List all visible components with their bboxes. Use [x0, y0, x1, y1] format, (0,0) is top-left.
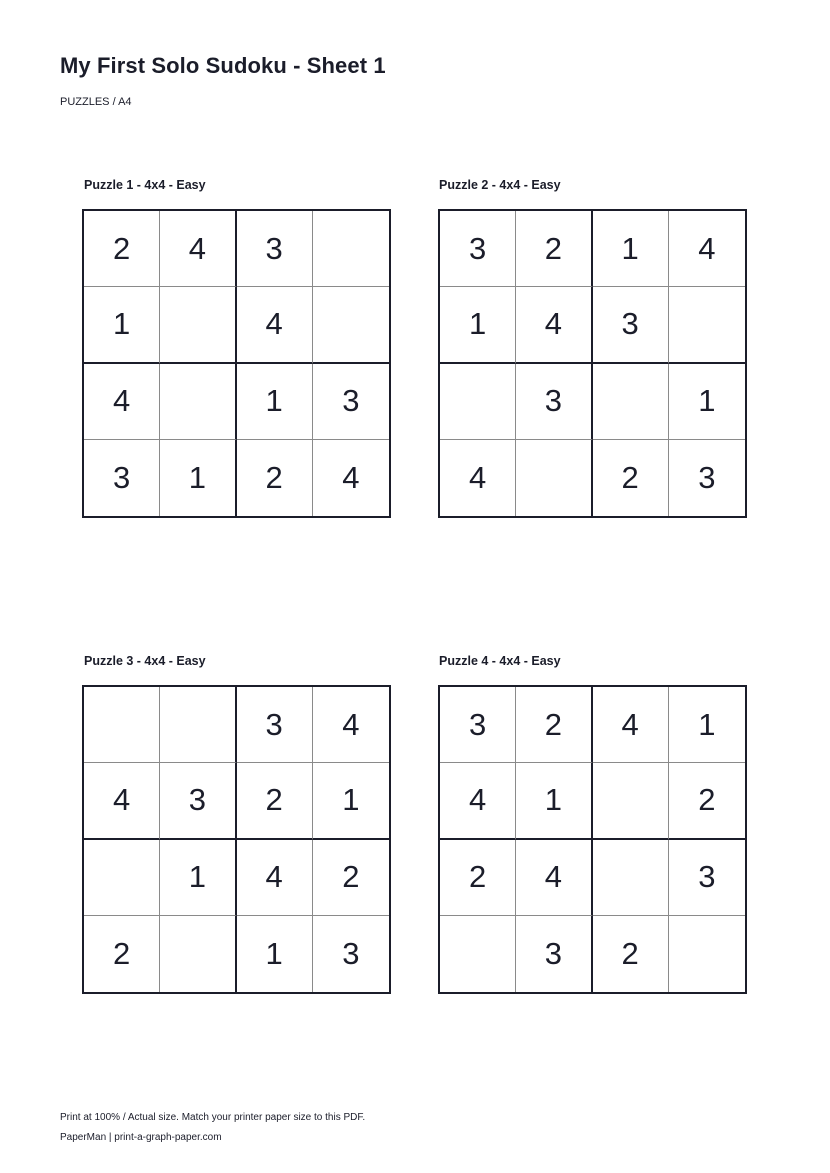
sudoku-cell: 3 — [160, 763, 236, 839]
sudoku-cell — [516, 440, 592, 516]
sudoku-cell: 2 — [516, 687, 592, 763]
sudoku-cell: 4 — [84, 364, 160, 440]
sudoku-cell: 2 — [84, 211, 160, 287]
sudoku-cell: 2 — [593, 916, 669, 992]
puzzle-3-grid — [82, 685, 391, 994]
sudoku-cell: 1 — [237, 916, 313, 992]
sudoku-cell — [313, 211, 389, 287]
sudoku-cell: 3 — [516, 916, 592, 992]
sudoku-cell: 1 — [440, 287, 516, 363]
sudoku-cell: 4 — [342, 459, 360, 495]
sudoku-cell — [669, 287, 745, 363]
sudoku-cell — [440, 364, 516, 440]
puzzle-2-label: Puzzle 2 - 4x4 - Easy — [439, 178, 561, 192]
sudoku-cell: 4 — [516, 840, 592, 916]
sudoku-cell: 4 — [160, 211, 236, 287]
sudoku-cell — [593, 364, 669, 440]
sudoku-cell — [160, 687, 236, 763]
sudoku-cell: 2 — [593, 440, 669, 516]
sudoku-cell — [160, 364, 236, 440]
sudoku-cell: 4 — [516, 287, 592, 363]
puzzle-4-grid — [438, 685, 747, 994]
sudoku-cell — [84, 840, 160, 916]
sudoku-cell: 4 — [237, 840, 313, 916]
sudoku-cell — [593, 840, 669, 916]
sudoku-cell: 1 — [84, 287, 160, 363]
sudoku-cell: 4 — [440, 763, 516, 839]
sudoku-cell: 4 — [237, 287, 313, 363]
sudoku-cell: 2 — [237, 763, 313, 839]
sudoku-cell: 4 — [84, 763, 160, 839]
sudoku-cell: 3 — [698, 459, 716, 495]
sudoku-cell: 3 — [669, 840, 745, 916]
sudoku-cell: 4 — [669, 211, 745, 287]
sudoku-cell: 4 — [440, 440, 516, 516]
sudoku-cell — [313, 287, 389, 363]
sudoku-cell: 3 — [237, 211, 313, 287]
sudoku-cell — [84, 687, 160, 763]
page-subtitle: PUZZLES / A4 — [60, 96, 132, 108]
page-title: My First Solo Sudoku - Sheet 1 — [60, 53, 386, 78]
sudoku-cell: 3 — [516, 364, 592, 440]
sudoku-cell: 1 — [669, 687, 745, 763]
sudoku-cell: 3 — [313, 364, 389, 440]
print-note: Print at 100% / Actual size. Match your printer paper size to this PDF. — [60, 1112, 366, 1123]
sudoku-cell: 3 — [593, 287, 669, 363]
puzzle-3-label: Puzzle 3 - 4x4 - Easy — [84, 654, 206, 668]
sudoku-cell: 1 — [593, 211, 669, 287]
sudoku-cell: 3 — [440, 211, 516, 287]
sudoku-cell: 1 — [313, 763, 389, 839]
sudoku-cell: 2 — [313, 840, 389, 916]
sudoku-cell: 2 — [440, 840, 516, 916]
sudoku-cell: 3 — [342, 935, 360, 971]
sudoku-cell: 1 — [237, 364, 313, 440]
sudoku-cell: 4 — [593, 687, 669, 763]
puzzle-1-label: Puzzle 1 - 4x4 - Easy — [84, 178, 206, 192]
footer-credit: PaperMan | print-a-graph-paper.com — [60, 1132, 222, 1143]
sudoku-cell: 3 — [440, 687, 516, 763]
sudoku-cell — [593, 763, 669, 839]
sudoku-cell — [440, 916, 516, 992]
sudoku-cell — [669, 916, 745, 992]
puzzle-2-grid — [438, 209, 747, 518]
sudoku-cell: 1 — [516, 763, 592, 839]
puzzle-1-grid — [82, 209, 391, 518]
sudoku-cell: 1 — [160, 840, 236, 916]
sudoku-cell: 1 — [160, 440, 236, 516]
sudoku-cell — [160, 916, 236, 992]
sudoku-cell: 2 — [84, 916, 160, 992]
sudoku-cell: 2 — [237, 440, 313, 516]
sudoku-cell: 4 — [313, 687, 389, 763]
sudoku-cell: 1 — [669, 364, 745, 440]
sudoku-cell — [160, 287, 236, 363]
sudoku-cell: 2 — [669, 763, 745, 839]
sudoku-cell: 2 — [516, 211, 592, 287]
sudoku-cell: 3 — [237, 687, 313, 763]
sudoku-cell: 3 — [84, 440, 160, 516]
puzzle-4-label: Puzzle 4 - 4x4 - Easy — [439, 654, 561, 668]
